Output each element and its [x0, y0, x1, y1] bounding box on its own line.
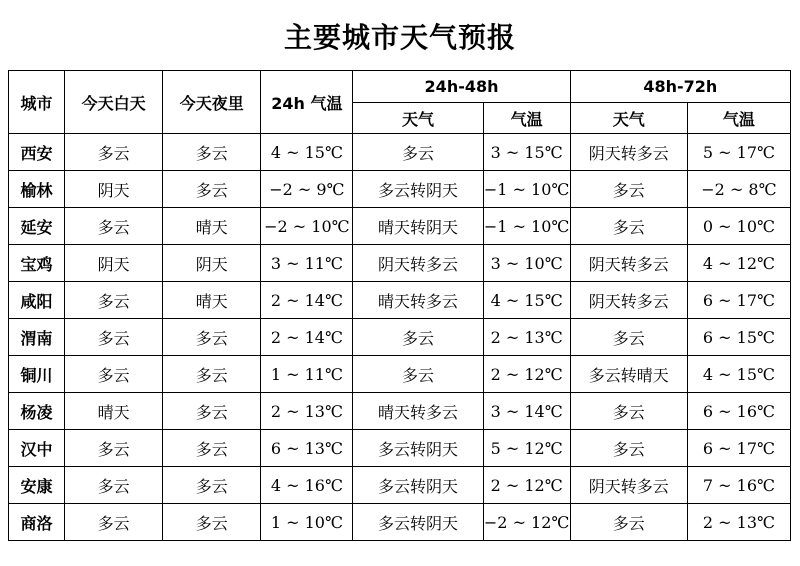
table-row — [9, 171, 791, 208]
temp-24h-cell: 3 ~ 11℃ — [261, 245, 353, 282]
temp-24h-cell: 1 ~ 11℃ — [261, 356, 353, 393]
forecast-table — [8, 70, 791, 541]
weather-48h-cell: 晴天转多云 — [353, 282, 483, 319]
temp-48h-cell: −2 ~ 12℃ — [483, 504, 570, 541]
today-day-cell: 多云 — [65, 356, 163, 393]
weather-48h-cell: 晴天转阴天 — [353, 208, 483, 245]
temp-72h-cell: 0 ~ 10℃ — [687, 208, 790, 245]
city-cell: 咸阳 — [9, 282, 65, 319]
temp-24h-cell: 2 ~ 14℃ — [261, 282, 353, 319]
weather-72h-cell: 阴天转多云 — [570, 282, 687, 319]
temp-48h-cell: 2 ~ 13℃ — [483, 319, 570, 356]
temp-48h-cell: 3 ~ 10℃ — [483, 245, 570, 282]
weather-72h-cell: 阴天转多云 — [570, 245, 687, 282]
tonight-cell: 多云 — [163, 430, 261, 467]
today-day-cell: 多云 — [65, 282, 163, 319]
today-day-cell: 多云 — [65, 208, 163, 245]
today-day-cell: 多云 — [65, 467, 163, 504]
weather-72h-cell: 多云 — [570, 393, 687, 430]
city-cell: 商洛 — [9, 504, 65, 541]
header-weather-72h: 天气 — [570, 103, 687, 134]
temp-72h-cell: 4 ~ 12℃ — [687, 245, 790, 282]
weather-72h-cell: 多云 — [570, 171, 687, 208]
temp-24h-cell: 4 ~ 15℃ — [261, 134, 353, 171]
table-row — [9, 356, 791, 393]
table-row — [9, 504, 791, 541]
tonight-cell: 多云 — [163, 504, 261, 541]
table-row — [9, 208, 791, 245]
temp-24h-cell: −2 ~ 10℃ — [261, 208, 353, 245]
header-tonight: 今天夜里 — [163, 71, 261, 134]
temp-48h-cell: 3 ~ 14℃ — [483, 393, 570, 430]
table-row — [9, 134, 791, 171]
city-cell: 汉中 — [9, 430, 65, 467]
city-cell: 榆林 — [9, 171, 65, 208]
tonight-cell: 晴天 — [163, 208, 261, 245]
temp-24h-cell: −2 ~ 9℃ — [261, 171, 353, 208]
weather-72h-cell: 阴天转多云 — [570, 467, 687, 504]
weather-48h-cell: 多云转阴天 — [353, 171, 483, 208]
weather-48h-cell: 多云转阴天 — [353, 504, 483, 541]
header-temp-24h: 24h 气温 — [261, 71, 353, 134]
weather-48h-cell: 阴天转多云 — [353, 245, 483, 282]
tonight-cell: 多云 — [163, 319, 261, 356]
city-cell: 安康 — [9, 467, 65, 504]
temp-72h-cell: 2 ~ 13℃ — [687, 504, 790, 541]
temp-24h-cell: 2 ~ 14℃ — [261, 319, 353, 356]
tonight-cell: 阴天 — [163, 245, 261, 282]
header-row-top — [9, 71, 791, 103]
page-title: 主要城市天气预报 — [283, 21, 516, 54]
city-cell: 宝鸡 — [9, 245, 65, 282]
tonight-cell: 多云 — [163, 393, 261, 430]
weather-72h-cell: 阴天转多云 — [570, 134, 687, 171]
header-period-72h: 48h-72h — [570, 71, 790, 103]
weather-48h-cell: 多云转阴天 — [353, 467, 483, 504]
city-cell: 延安 — [9, 208, 65, 245]
header-period-48h: 24h-48h — [353, 71, 570, 103]
city-cell: 杨凌 — [9, 393, 65, 430]
header-weather-48h: 天气 — [353, 103, 483, 134]
temp-72h-cell: 6 ~ 17℃ — [687, 430, 790, 467]
header-temp-72h: 气温 — [687, 103, 790, 134]
weather-72h-cell: 多云 — [570, 504, 687, 541]
tonight-cell: 多云 — [163, 467, 261, 504]
temp-48h-cell: 2 ~ 12℃ — [483, 356, 570, 393]
city-cell: 西安 — [9, 134, 65, 171]
temp-72h-cell: 6 ~ 15℃ — [687, 319, 790, 356]
temp-24h-cell: 2 ~ 13℃ — [261, 393, 353, 430]
today-day-cell: 阴天 — [65, 171, 163, 208]
today-day-cell: 多云 — [65, 134, 163, 171]
table-row — [9, 282, 791, 319]
tonight-cell: 多云 — [163, 171, 261, 208]
temp-72h-cell: 4 ~ 15℃ — [687, 356, 790, 393]
today-day-cell: 多云 — [65, 504, 163, 541]
table-row — [9, 245, 791, 282]
today-day-cell: 多云 — [65, 430, 163, 467]
header-today-day: 今天白天 — [65, 71, 163, 134]
weather-48h-cell: 多云 — [353, 356, 483, 393]
temp-48h-cell: 3 ~ 15℃ — [483, 134, 570, 171]
today-day-cell: 晴天 — [65, 393, 163, 430]
header-temp-48h: 气温 — [483, 103, 570, 134]
weather-48h-cell: 多云 — [353, 319, 483, 356]
temp-72h-cell: 6 ~ 16℃ — [687, 393, 790, 430]
city-cell: 铜川 — [9, 356, 65, 393]
temp-24h-cell: 4 ~ 16℃ — [261, 467, 353, 504]
temp-72h-cell: 6 ~ 17℃ — [687, 282, 790, 319]
table-row — [9, 430, 791, 467]
temp-48h-cell: −1 ~ 10℃ — [483, 208, 570, 245]
temp-72h-cell: 5 ~ 17℃ — [687, 134, 790, 171]
table-row — [9, 319, 791, 356]
tonight-cell: 多云 — [163, 356, 261, 393]
temp-24h-cell: 1 ~ 10℃ — [261, 504, 353, 541]
temp-48h-cell: 4 ~ 15℃ — [483, 282, 570, 319]
table-row — [9, 467, 791, 504]
temp-72h-cell: −2 ~ 8℃ — [687, 171, 790, 208]
temp-24h-cell: 6 ~ 13℃ — [261, 430, 353, 467]
temp-48h-cell: 5 ~ 12℃ — [483, 430, 570, 467]
weather-72h-cell: 多云 — [570, 319, 687, 356]
weather-48h-cell: 晴天转多云 — [353, 393, 483, 430]
table-row — [9, 393, 791, 430]
temp-72h-cell: 7 ~ 16℃ — [687, 467, 790, 504]
tonight-cell: 多云 — [163, 134, 261, 171]
weather-72h-cell: 多云 — [570, 430, 687, 467]
weather-48h-cell: 多云转阴天 — [353, 430, 483, 467]
today-day-cell: 多云 — [65, 319, 163, 356]
city-cell: 渭南 — [9, 319, 65, 356]
header-city: 城市 — [9, 71, 65, 134]
temp-48h-cell: −1 ~ 10℃ — [483, 171, 570, 208]
weather-72h-cell: 多云转晴天 — [570, 356, 687, 393]
temp-48h-cell: 2 ~ 12℃ — [483, 467, 570, 504]
weather-48h-cell: 多云 — [353, 134, 483, 171]
weather-72h-cell: 多云 — [570, 208, 687, 245]
tonight-cell: 晴天 — [163, 282, 261, 319]
today-day-cell: 阴天 — [65, 245, 163, 282]
